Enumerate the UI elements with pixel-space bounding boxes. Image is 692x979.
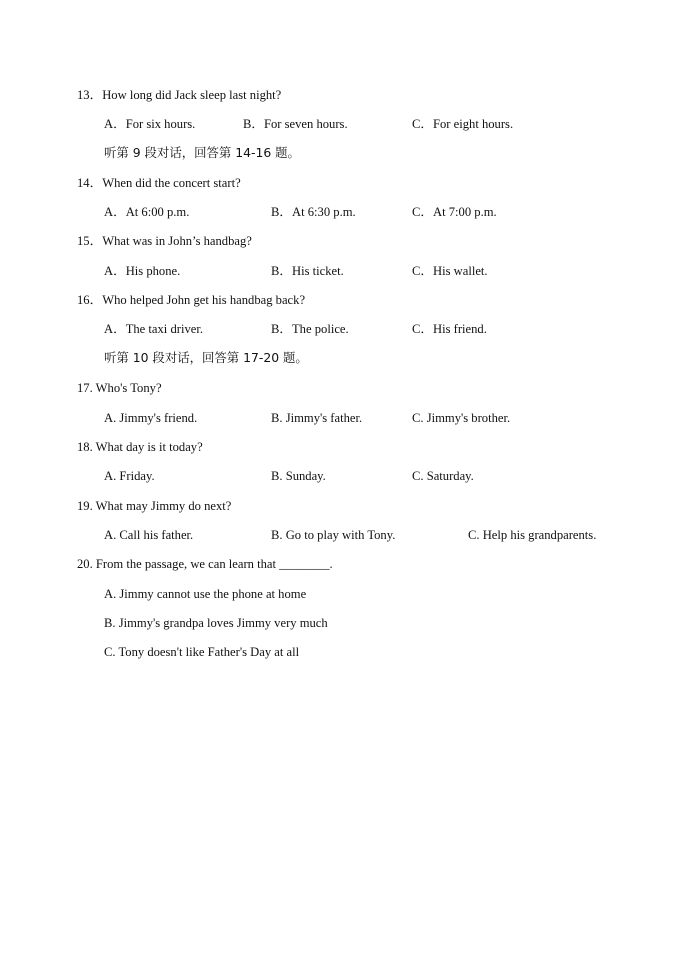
question-20-option-c: C. Tony doesn't like Father's Day at all [104, 645, 300, 659]
question-19-stem: 19. What may Jimmy do next? [77, 499, 232, 513]
question-20-option-a: A. Jimmy cannot use the phone at home [104, 587, 307, 601]
question-20-option-b: B. Jimmy's grandpa loves Jimmy very much [104, 616, 328, 630]
question-18-option-a: A. Friday. [104, 469, 155, 483]
question-16-stem: 16．Who helped John get his handbag back? [77, 293, 306, 307]
question-13-option-a: A．For six hours. [104, 117, 196, 131]
question-15-option-c: C．His wallet. [412, 264, 488, 278]
question-18-option-b: B. Sunday. [271, 469, 326, 483]
question-19-option-a: A. Call his father. [104, 528, 194, 542]
question-13-stem: 13．How long did Jack sleep last night? [77, 88, 282, 102]
question-14-option-b: B．At 6:30 p.m. [271, 205, 356, 219]
question-15-option-b: B．His ticket. [271, 264, 344, 278]
question-13-option-c: C．For eight hours. [412, 117, 514, 131]
question-14-option-a: A．At 6:00 p.m. [104, 205, 190, 219]
question-16-option-a: A．The taxi driver. [104, 322, 203, 336]
question-15-option-a: A．His phone. [104, 264, 181, 278]
question-17-stem: 17. Who's Tony? [77, 381, 162, 395]
question-19-option-c: C. Help his grandparents. [468, 528, 597, 542]
section-9-instruction: 听第 9 段对话，回答第 14-16 题。 [104, 145, 300, 160]
question-18-stem: 18. What day is it today? [77, 440, 203, 454]
question-18-option-c: C. Saturday. [412, 469, 474, 483]
question-17-option-c: C. Jimmy's brother. [412, 411, 511, 425]
question-16-option-b: B．The police. [271, 322, 349, 336]
question-20-stem: 20. From the passage, we can learn that ________. [77, 557, 333, 571]
question-17-option-b: B. Jimmy's father. [271, 411, 363, 425]
question-16-option-c: C．His friend. [412, 322, 487, 336]
question-15-stem: 15．What was in John’s handbag? [77, 234, 252, 248]
question-14-stem: 14．When did the concert start? [77, 176, 241, 190]
question-13-option-b: B．For seven hours. [243, 117, 348, 131]
question-19-option-b: B. Go to play with Tony. [271, 528, 396, 542]
question-14-option-c: C．At 7:00 p.m. [412, 205, 497, 219]
question-17-option-a: A. Jimmy's friend. [104, 411, 198, 425]
section-10-instruction: 听第 10 段对话，回答第 17-20 题。 [104, 350, 308, 365]
